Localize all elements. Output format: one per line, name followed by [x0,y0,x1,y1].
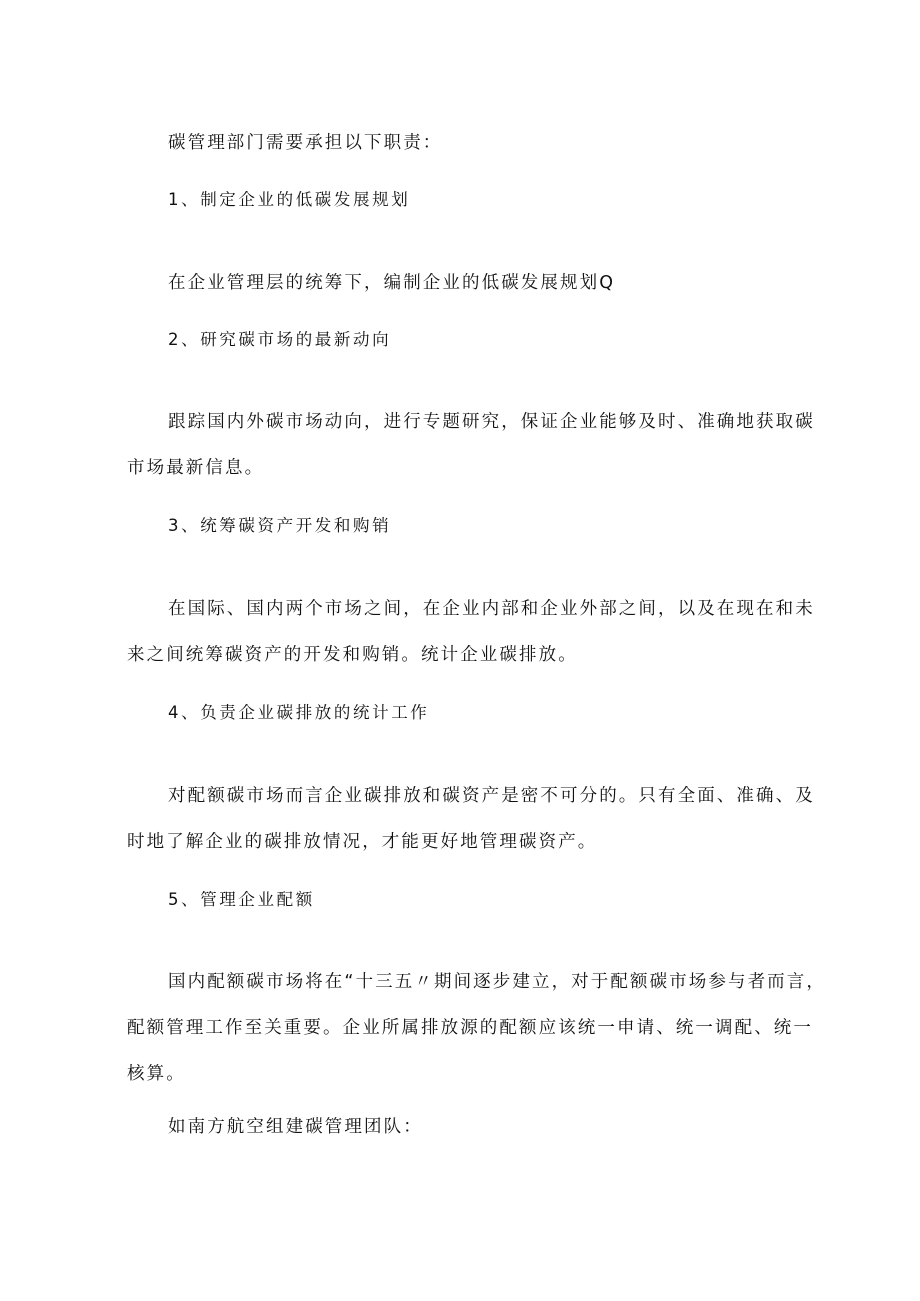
section-2-heading: 2、研究碳市场的最新动向 [168,330,392,349]
section-2-body-line-1: 跟踪国内外碳市场动向，进行专题研究，保证企业能够及时、准确地获取碳 [168,412,815,432]
section-2-body-line-2: 市场最新信息。 [127,458,265,478]
intro-paragraph: 碳管理部门需要承担以下职责： [168,133,443,153]
section-3-heading: 3、统筹碳资产开发和购销 [168,516,392,535]
section-4-body-line-1: 对配额碳市场而言企业碳排放和碳资产是密不可分的。只有全面、准确、及 [168,786,815,806]
section-3-body-line-1: 在国际、国内两个市场之间，在企业内部和企业外部之间，以及在现在和未 [168,599,815,619]
section-3-body-line-2: 来之间统筹碳资产的开发和购销。统计企业碳排放。 [127,645,578,665]
section-4-body-line-2: 时地了解企业的碳排放情况，才能更好地管理碳资产。 [127,832,598,852]
closing-paragraph: 如南方航空组建碳管理团队： [168,1117,423,1137]
section-4-heading: 4、负责企业碳排放的统计工作 [168,703,430,722]
section-5-body-line-2: 配额管理工作至关重要。企业所属排放源的配额应该统一申请、统一调配、统一 [127,1018,813,1038]
section-5-body-line-3: 核算。 [127,1064,186,1084]
section-5-heading: 5、管理企业配额 [168,890,315,909]
section-1-body-line-1: 在企业管理层的统筹下，编制企业的低碳发展规划Q [168,273,616,293]
section-5-body-line-1: 国内配额碳市场将在“十三五〃期间逐步建立，对于配额碳市场参与者而言， [168,972,826,992]
section-1-heading: 1、制定企业的低碳发展规划 [168,190,411,209]
